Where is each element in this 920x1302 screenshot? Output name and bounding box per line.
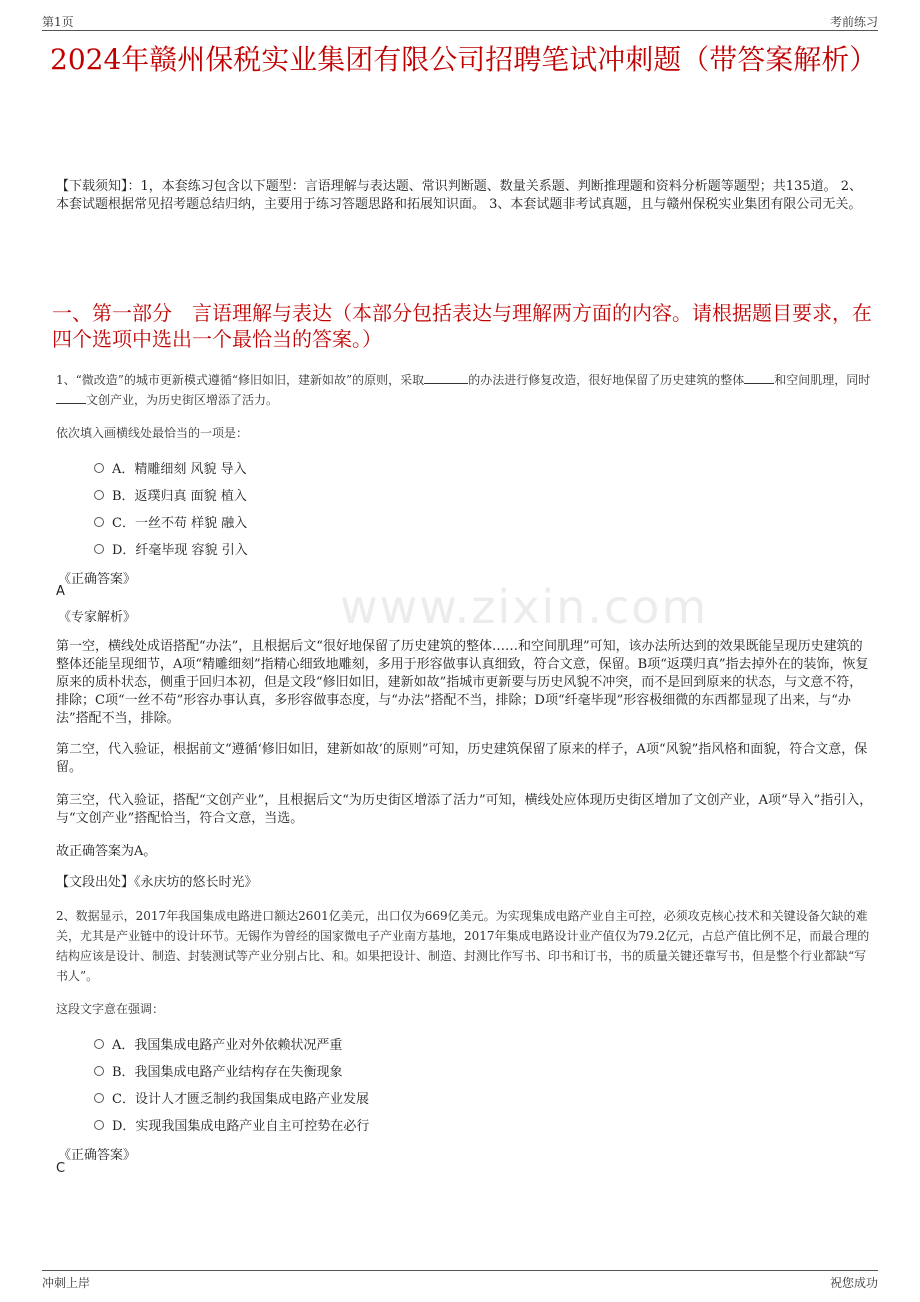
question-2-option-a[interactable] bbox=[94, 1034, 342, 1053]
blank-3 bbox=[56, 391, 86, 404]
option-label: C．一丝不苟 样貌 融入 bbox=[112, 516, 248, 531]
blank-1 bbox=[424, 371, 468, 384]
radio-icon[interactable] bbox=[94, 1066, 104, 1076]
question-1-part-c: 和空间肌理，同时 bbox=[774, 373, 871, 387]
radio-icon[interactable] bbox=[94, 1093, 104, 1103]
question-2-text: 2、数据显示，2017年我国集成电路进口额达2601亿美元，出口仅为669亿美元。为实现集成电路产业自主可控，必须攻克核心技术和关键设备欠缺的难关，尤其是产业链中的设计环节。无锡作为曾经的国家微电子产业南方基地，2017年集成电路设计业产值仅为79.2亿元，占总产值比例不足，而最合理的结构应该是设计、制造、封装测试等产业分别占比、和。如果把设计、制造、封测比作写书、印书和订书，书的质量关键还靠写书，但是整个行业都缺“写书人”。 bbox=[56, 909, 870, 983]
page-number: 第1页 bbox=[42, 15, 74, 29]
footer-rule bbox=[42, 1270, 878, 1271]
question-2-option-b[interactable] bbox=[94, 1061, 343, 1080]
option-label: B．返璞归真 面貌 植入 bbox=[112, 489, 247, 504]
question-1-prompt: 依次填入画横线处最恰当的一项是： bbox=[56, 426, 249, 440]
option-label: A．精雕细刻 风貌 导入 bbox=[112, 462, 247, 477]
footer-left: 冲刺上岸 bbox=[42, 1276, 91, 1290]
option-label: B．我国集成电路产业结构存在失衡现象 bbox=[112, 1065, 343, 1080]
section-heading: 一、第一部分 言语理解与表达（本部分包括表达与理解两方面的内容。请根据题目要求，在四个选项中选出一个最恰当的答案。） bbox=[52, 301, 872, 351]
question-2-prompt: 这段文字意在强调： bbox=[56, 1002, 165, 1016]
footer-right: 祝您成功 bbox=[829, 1276, 878, 1290]
analysis-paragraph-1: 第一空，横线处成语搭配“办法”，且根据后文“很好地保留了历史建筑的整体……和空间肌理”可知，该办法所达到的效果既能呈现历史建筑的整体还能呈现细节，A项“精雕细刻”指精心细致地雕刻，多用于形容做事认真细致，符合文意，保留。B项“返璞归真”指去掉外在的装饰，恢复原来的质朴状态，侧重于回归本初，但是文段“修旧如旧，建新如故”指城市更新要与历史风貌不冲突，而不是回到原来的状态，与文意不符，排除；C项“一丝不苟”形容办事认真，多形容做事态度，与“办法”搭配不当，排除；D项“纤毫毕现”形容极细微的东西都显现了出来，与“办法”搭配不当，排除。 bbox=[56, 639, 869, 726]
page-title: 2024年赣州保税实业集团有限公司招聘笔试冲刺题（带答案解析） bbox=[50, 43, 878, 76]
radio-icon[interactable] bbox=[94, 1120, 104, 1130]
radio-icon[interactable] bbox=[94, 517, 104, 527]
blank-2 bbox=[744, 371, 774, 384]
question-1-option-d[interactable] bbox=[94, 539, 248, 558]
question-2-option-d[interactable] bbox=[94, 1115, 369, 1134]
option-label: D．实现我国集成电路产业自主可控势在必行 bbox=[112, 1119, 370, 1134]
question-1-option-c[interactable] bbox=[94, 512, 247, 531]
analysis-paragraph-2: 第二空，代入验证，根据前文“遵循‘修旧如旧，建新如故’的原则”可知，历史建筑保留了原来的样子，A项“风貌”指风格和面貌，符合文意，保留。 bbox=[56, 742, 868, 775]
question-2-answer: C bbox=[56, 1161, 66, 1176]
analysis-paragraph-3: 第三空，代入验证，搭配“文创产业”，且根据后文“为历史街区增添了活力”可知，横线处应体现历史街区增加了文创产业，A项“导入”指引入，与“文创产业”搭配恰当，符合文意，当选。 bbox=[56, 793, 873, 826]
header-rule bbox=[42, 30, 878, 31]
download-notice: 【下载须知】：1，本套练习包含以下题型：言语理解与表达题、常识判断题、数量关系题、判断推理题和资料分析题等题型；共135道。 2、本套试题根据常见招考题总结归纳，主要用于练习答题思路和拓展知识面。 3、本套试题非考试真题，且与赣州保税实业集团有限公司无关。 bbox=[56, 179, 862, 212]
question-2-answer-label: 《正确答案》 bbox=[58, 1148, 137, 1163]
option-label: A．我国集成电路产业对外依赖状况严重 bbox=[112, 1038, 343, 1053]
question-2-option-c[interactable] bbox=[94, 1088, 369, 1107]
question-1-answer-label: 《正确答案》 bbox=[58, 572, 137, 587]
radio-icon[interactable] bbox=[94, 463, 104, 473]
radio-icon[interactable] bbox=[94, 544, 104, 554]
question-1-option-a[interactable] bbox=[94, 458, 247, 477]
analysis-conclusion: 故正确答案为A。 bbox=[56, 844, 157, 859]
option-label: C．设计人才匮乏制约我国集成电路产业发展 bbox=[112, 1092, 369, 1107]
question-1-option-b[interactable] bbox=[94, 485, 247, 504]
option-label: D．纤毫毕现 容貌 引入 bbox=[112, 543, 248, 558]
question-1-part-a: 1、“微改造”的城市更新模式遵循“修旧如旧，建新如故”的原则，采取 bbox=[56, 373, 425, 387]
question-1-analysis-label: 《专家解析》 bbox=[58, 610, 137, 625]
radio-icon[interactable] bbox=[94, 1039, 104, 1049]
radio-icon[interactable] bbox=[94, 490, 104, 500]
question-1-text bbox=[56, 370, 874, 410]
question-1-part-b: 的办法进行修复改造，很好地保留了历史建筑的整体 bbox=[468, 373, 745, 387]
header-label: 考前练习 bbox=[829, 15, 878, 29]
watermark: www.zixin.com bbox=[340, 580, 709, 634]
question-1-part-d: 文创产业，为历史街区增添了活力。 bbox=[86, 393, 279, 407]
question-1-answer: A bbox=[56, 584, 65, 599]
source-citation: 【文段出处】《永庆坊的悠长时光》 bbox=[56, 875, 258, 890]
